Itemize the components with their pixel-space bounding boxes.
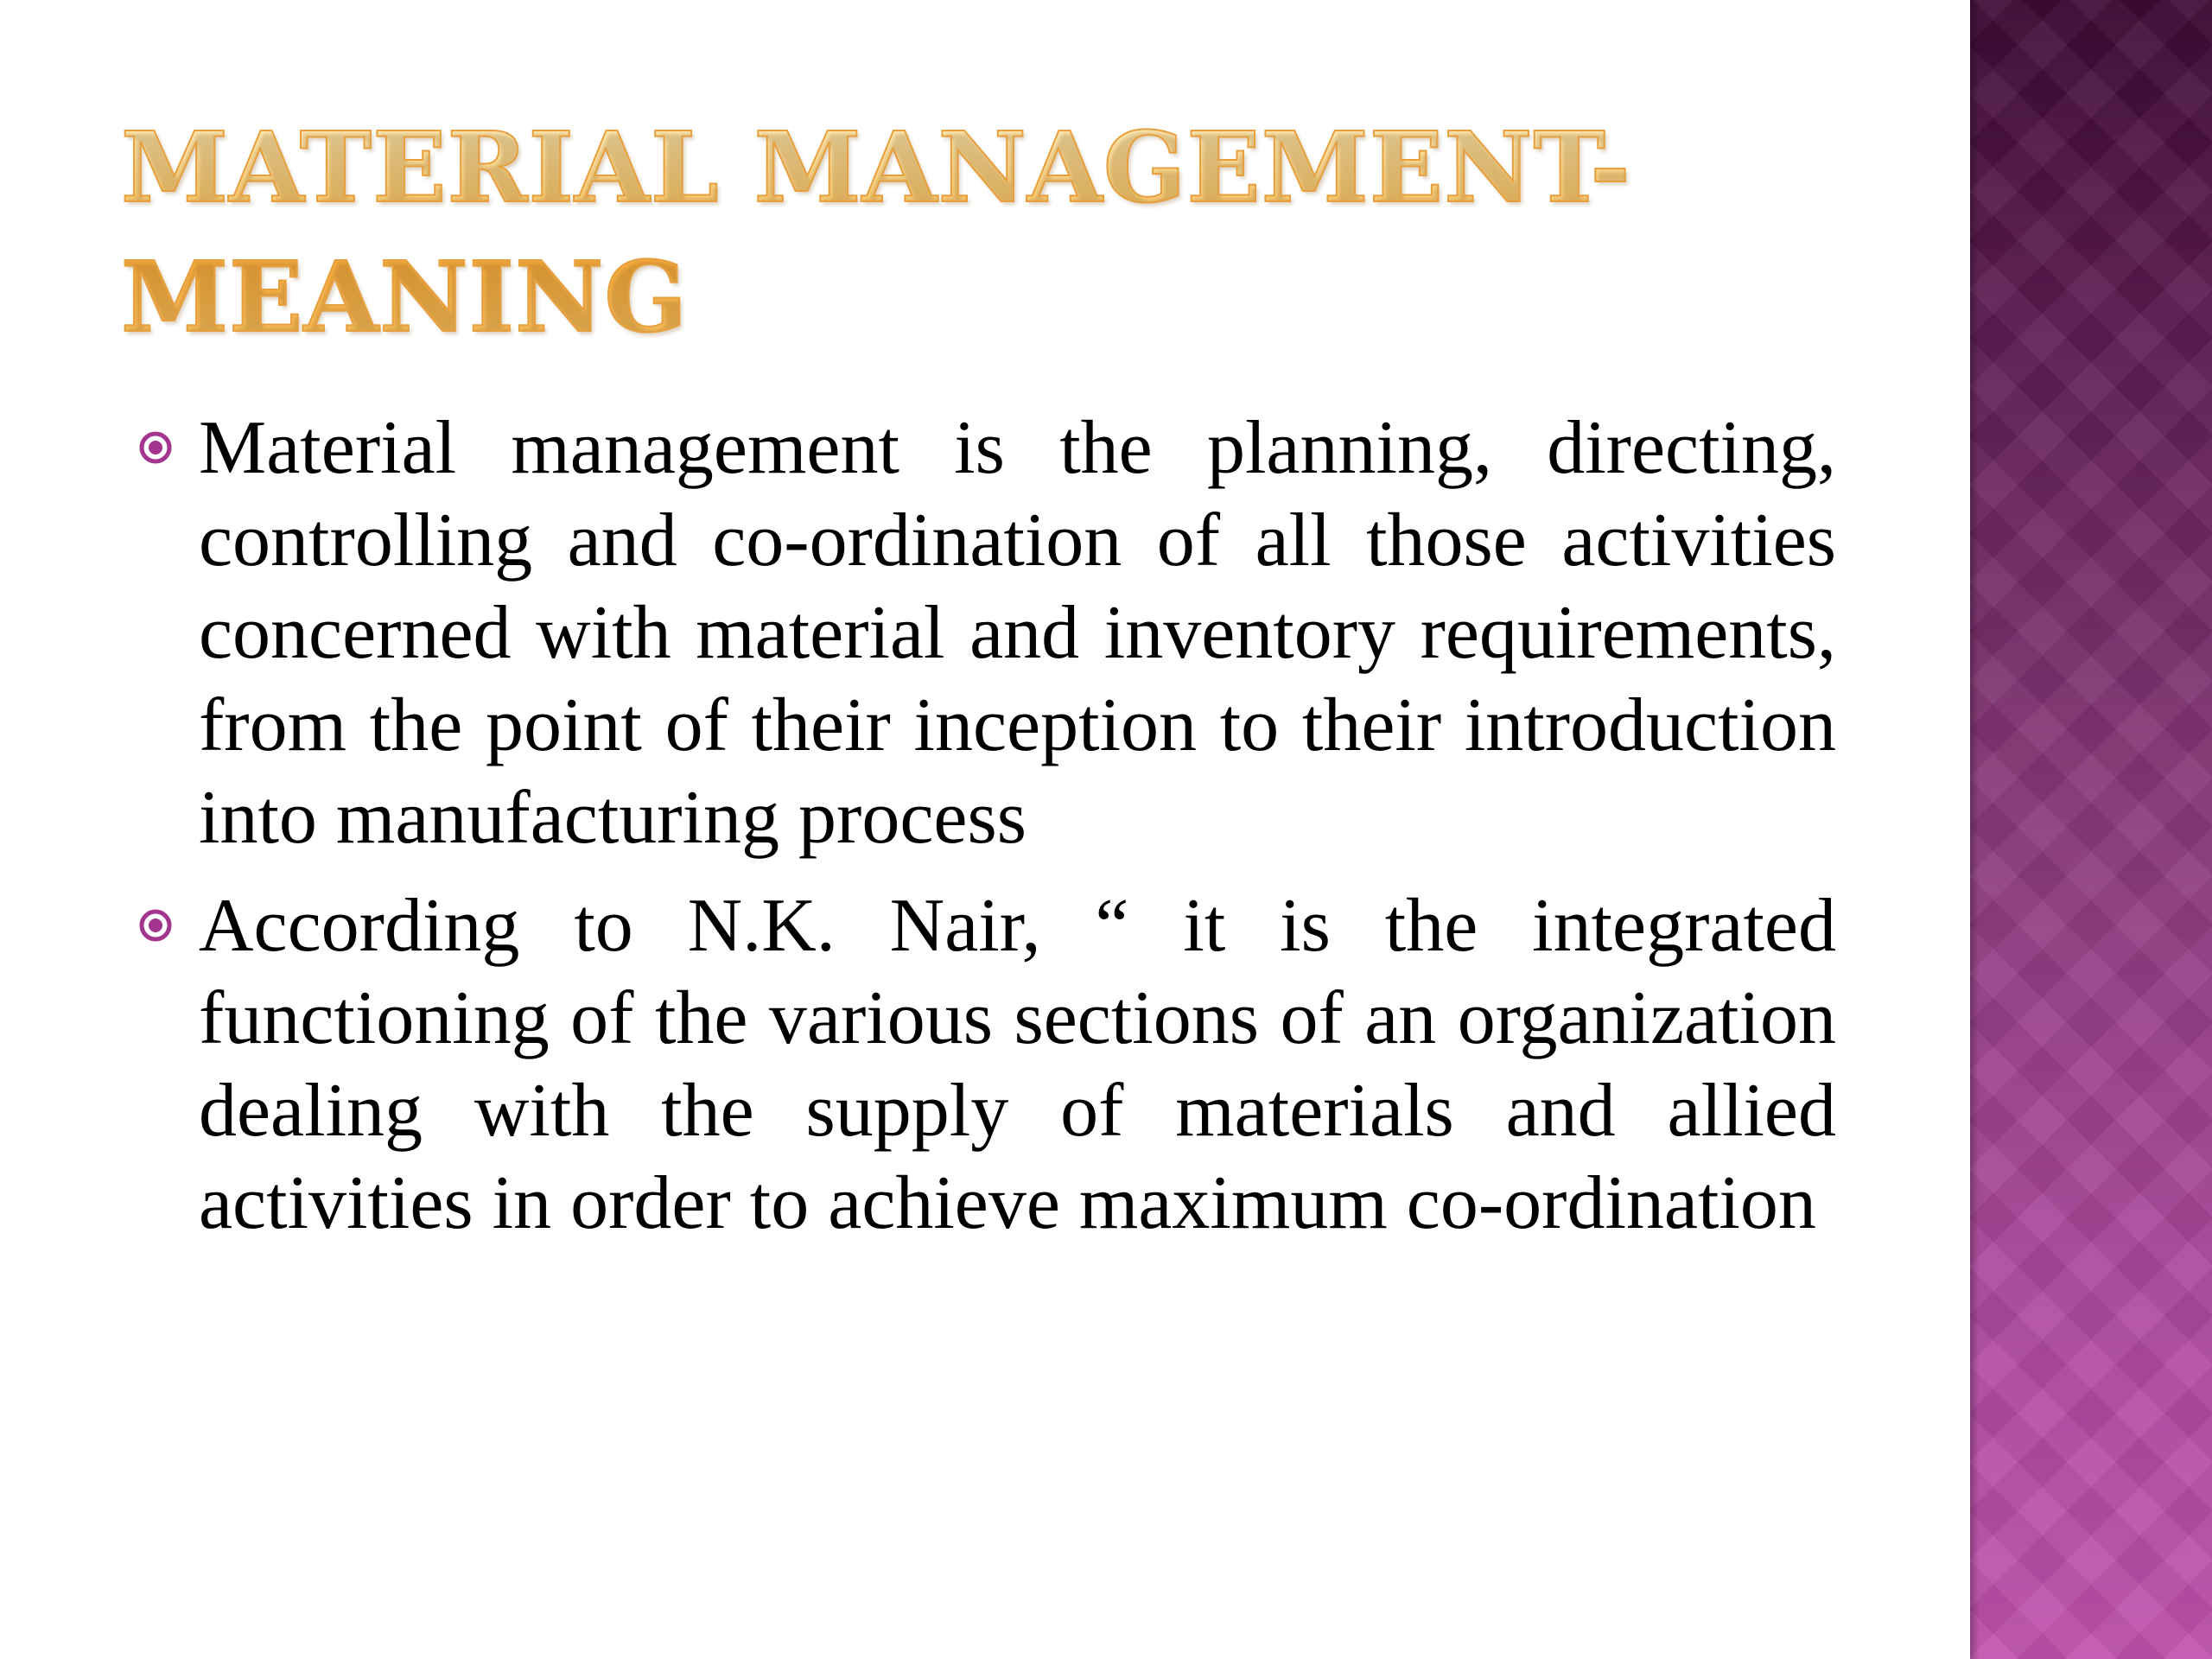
- slide-title: MATERIAL MANAGEMENT-MEANING: [121, 104, 1849, 363]
- bullet-item: [138, 880, 1836, 1249]
- decorative-side-panel: [1970, 0, 2212, 1659]
- bullet-text: According to N.K. Nair, “ it is the integrated functioning of the various sections of an organization dealing with the supply of materials and allied activities in order to achieve maximum co-ordination: [199, 884, 1836, 1245]
- circled-dot-bullet-icon: [138, 430, 173, 465]
- circled-dot-bullet-icon: [138, 908, 173, 943]
- bullet-text: Material management is the planning, directing, controlling and co-ordination of all those activities concerned with material and inventory requirements, from the point of their inception to their introduction into manufacturing process: [199, 406, 1836, 860]
- slide-body: [138, 402, 1836, 1265]
- bullet-item: [138, 402, 1836, 864]
